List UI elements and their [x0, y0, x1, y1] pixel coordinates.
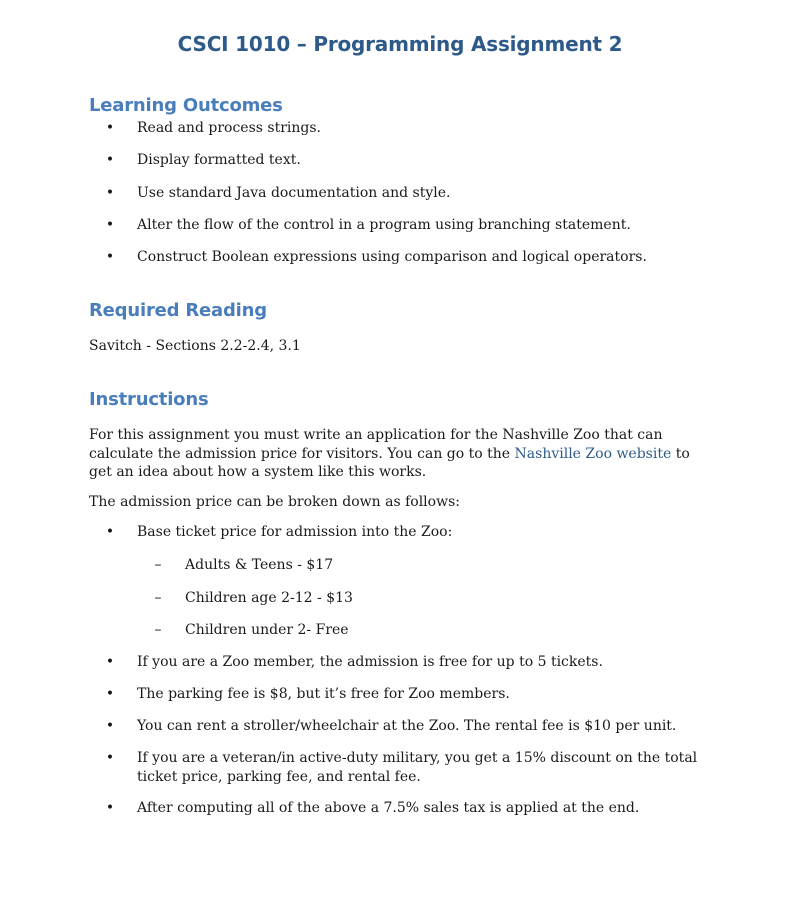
- list-item-text: Construct Boolean expressions using comparison and logical operators.: [137, 249, 647, 265]
- bullet-icon: •: [105, 524, 115, 540]
- rule-text: You can rent a stroller/wheelchair at the Zoo. The rental fee is $10 per unit.: [137, 718, 677, 734]
- instructions-heading: Instructions: [89, 389, 209, 410]
- learning-outcomes-heading: Learning Outcomes: [89, 95, 283, 116]
- ticket-price-text: Adults & Teens - $17: [185, 557, 334, 573]
- list-item-text: Display formatted text.: [137, 152, 301, 168]
- rule-text: If you are a veteran/in active-duty military, you get a 15% discount on the total ticket price, parking fee, and rental fee.: [137, 750, 698, 785]
- dash-icon: –: [154, 590, 162, 606]
- bullet-icon: •: [105, 217, 115, 233]
- list-item-text: Use standard Java documentation and style.: [137, 185, 451, 201]
- rule-text: If you are a Zoo member, the admission is free for up to 5 tickets.: [137, 654, 603, 670]
- list-item-text: Read and process strings.: [137, 120, 321, 136]
- nashville-zoo-website-link[interactable]: Nashville Zoo website: [514, 445, 672, 462]
- bullet-icon: •: [105, 800, 115, 816]
- required-reading-heading: Required Reading: [89, 300, 267, 321]
- intro-text-after-link: to get an idea about how a system like this works.: [89, 445, 690, 480]
- ticket-price-text: Children under 2- Free: [185, 622, 349, 638]
- bullet-icon: •: [105, 750, 115, 766]
- bullet-icon: •: [105, 654, 115, 670]
- base-ticket-text: Base ticket price for admission into the Zoo:: [137, 524, 453, 540]
- ticket-price-text: Children age 2-12 - $13: [185, 590, 353, 606]
- bullet-icon: •: [105, 120, 115, 136]
- bullet-icon: •: [105, 686, 115, 702]
- bullet-icon: •: [105, 718, 115, 734]
- bullet-icon: •: [105, 152, 115, 168]
- rule-text: After computing all of the above a 7.5% sales tax is applied at the end.: [137, 800, 640, 816]
- dash-icon: –: [154, 622, 162, 638]
- instructions-intro: [89, 426, 709, 482]
- intro-text-before-link: For this assignment you must write an application for the Nashville Zoo that can calculate the admission price for visitors. You can go to the: [89, 427, 663, 462]
- dash-icon: –: [154, 557, 162, 573]
- breakdown-intro: The admission price can be broken down as follows:: [89, 494, 460, 510]
- required-reading-text: Savitch - Sections 2.2-2.4, 3.1: [89, 338, 301, 354]
- bullet-icon: •: [105, 185, 115, 201]
- list-item-text: Alter the flow of the control in a program using branching statement.: [137, 217, 631, 233]
- bullet-icon: •: [105, 249, 115, 265]
- page-title: CSCI 1010 – Programming Assignment 2: [177, 32, 623, 56]
- rule-text: The parking fee is $8, but it’s free for Zoo members.: [137, 686, 510, 702]
